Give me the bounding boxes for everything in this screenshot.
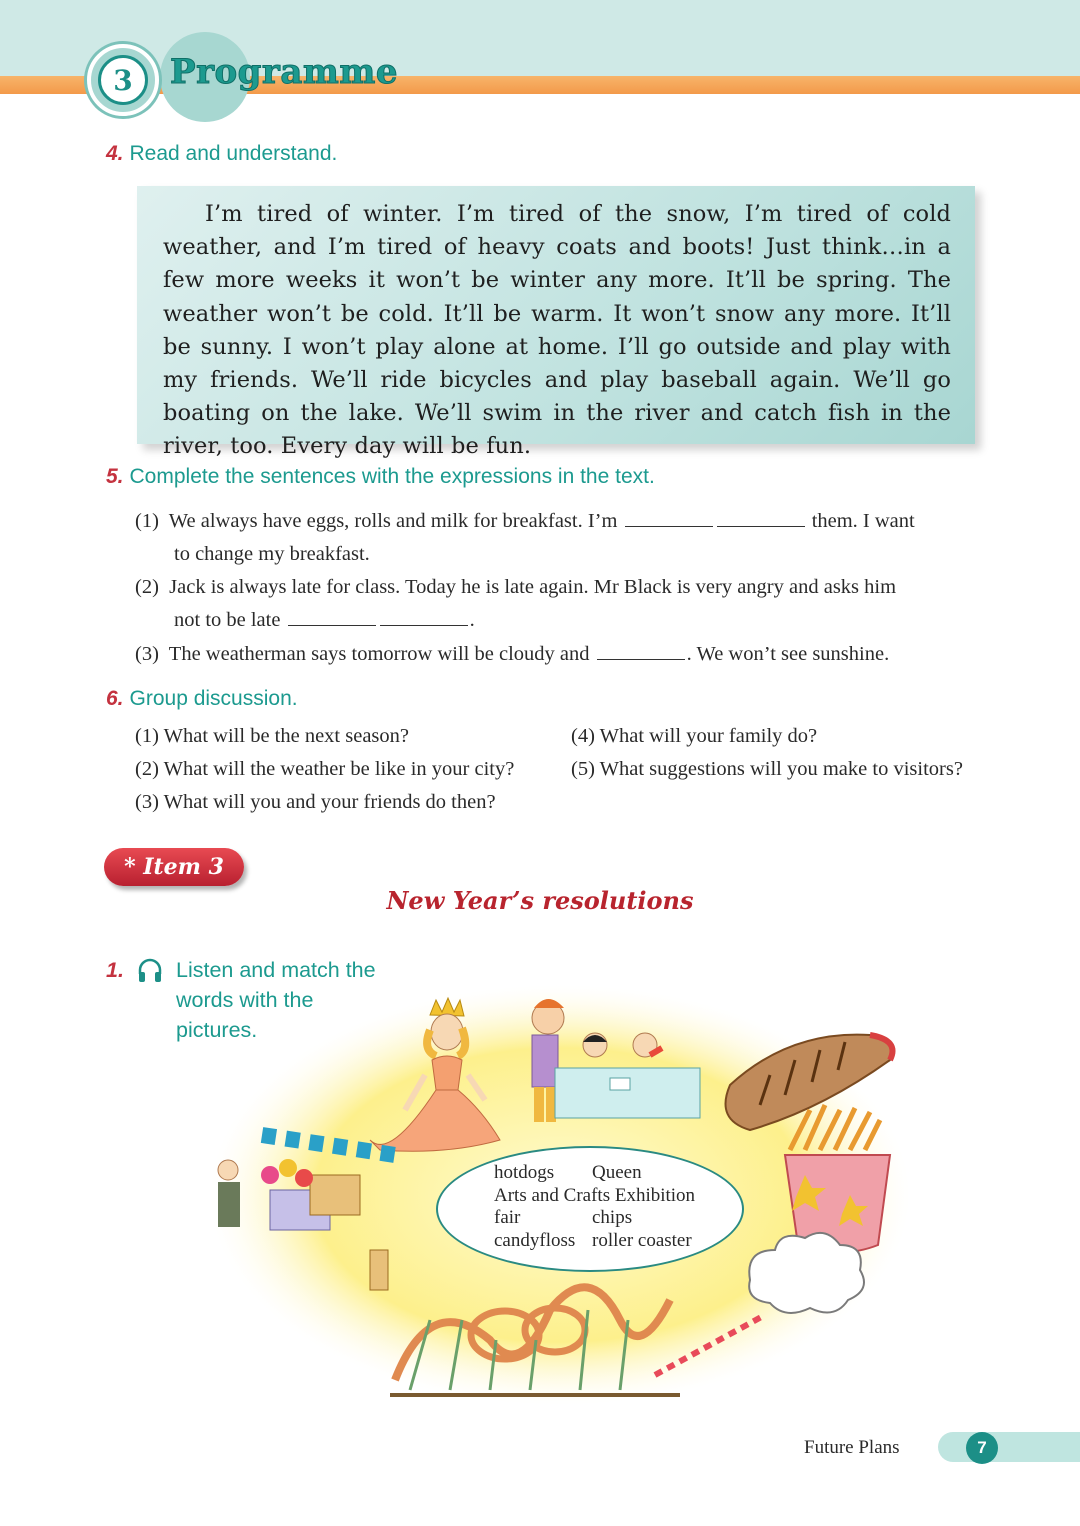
item-text: The weatherman says tomorrow will be cloudy and xyxy=(168,643,590,665)
footer-band xyxy=(938,1432,1080,1462)
unit-number: 3 xyxy=(98,55,148,105)
section-number: 4. xyxy=(106,142,124,165)
exercise-item-1 xyxy=(135,505,965,538)
discussion-question-5: (5) What suggestions will you make to visitors? xyxy=(571,758,963,780)
discussion-question-3: (3) What will you and your friends do then? xyxy=(135,791,496,813)
section-6-heading xyxy=(106,687,298,711)
item-badge: * Item 3 xyxy=(104,848,244,886)
section-heading-text: Read and understand. xyxy=(129,142,338,165)
discussion-question-2: (2) What will the weather be like in your city? xyxy=(135,758,515,780)
item-text: them. I want xyxy=(811,510,915,532)
item-label: (1) xyxy=(135,510,159,532)
answer-blank[interactable] xyxy=(380,608,468,626)
item-text: not to be late xyxy=(174,609,281,631)
listen-text: Listen and match the words with the pictures. xyxy=(176,958,376,1042)
section-heading-text: Group discussion. xyxy=(129,687,298,710)
item-text: . We won’t see sunshine. xyxy=(686,643,890,665)
unit-number-badge xyxy=(87,44,159,116)
answer-blank[interactable] xyxy=(625,509,713,527)
discussion-question-1: (1) What will be the next season? xyxy=(135,725,410,747)
item-text: . xyxy=(469,609,475,631)
section-number: 6. xyxy=(106,687,124,710)
answer-blank[interactable] xyxy=(717,509,805,527)
item-text: to change my breakfast. xyxy=(174,543,370,565)
word-item[interactable]: Queen xyxy=(592,1162,642,1183)
reading-passage: I’m tired of winter. I’m tired of the snow, I’m tired of cold weather, and I’m tired of heavy coats and boots! Just think…in a few more weeks it won’t be winter any more. It’ll be spring. The weather won’t be cold. It’ll be warm. It won’t snow any more. It’ll be sunny. I won’t play alone at home. I’ll go outside and play with my friends. We’ll ride bicycles and play baseball again. We’ll go boating on the lake. We’ll swim in the river and catch fish in the river, too. Every day will be fun. xyxy=(163,201,951,460)
item-title: New Year’s resolutions xyxy=(386,886,694,915)
exercise-item-2-cont xyxy=(174,604,475,637)
exercise-item-2 xyxy=(135,571,965,604)
section-5-heading xyxy=(106,465,655,489)
item-text: Jack is always late for class. Today he is late again. Mr Black is very angry and asks him xyxy=(169,576,897,598)
word-item[interactable]: roller coaster xyxy=(592,1229,692,1251)
section-number: 1. xyxy=(106,958,124,982)
word-item[interactable]: fair xyxy=(494,1207,521,1228)
exercise-item-3 xyxy=(135,638,965,671)
section-number: 5. xyxy=(106,465,124,488)
word-item[interactable]: chips xyxy=(592,1207,633,1228)
footer-unit-name: Future Plans xyxy=(804,1437,900,1458)
exercise-item-1-cont xyxy=(174,538,370,571)
word-item[interactable]: Arts and Crafts Exhibition xyxy=(494,1184,696,1206)
item-label: (2) xyxy=(135,576,159,598)
section-heading-text: Complete the sentences with the expressions in the text. xyxy=(129,465,655,488)
item-text: We always have eggs, rolls and milk for breakfast. I’m xyxy=(168,510,618,532)
page-title: Programme xyxy=(170,52,398,92)
headphones-icon[interactable] xyxy=(137,958,163,984)
word-item[interactable]: hotdogs xyxy=(494,1162,555,1183)
page-number: 7 xyxy=(966,1432,998,1464)
reading-passage-box xyxy=(137,186,975,460)
discussion-question-4: (4) What will your family do? xyxy=(571,725,818,747)
word-item[interactable]: candyfloss xyxy=(494,1229,576,1251)
section-4-heading xyxy=(106,142,337,166)
answer-blank[interactable] xyxy=(288,608,376,626)
item-label: (3) xyxy=(135,643,159,665)
answer-blank[interactable] xyxy=(597,642,685,660)
word-box xyxy=(494,1162,695,1252)
